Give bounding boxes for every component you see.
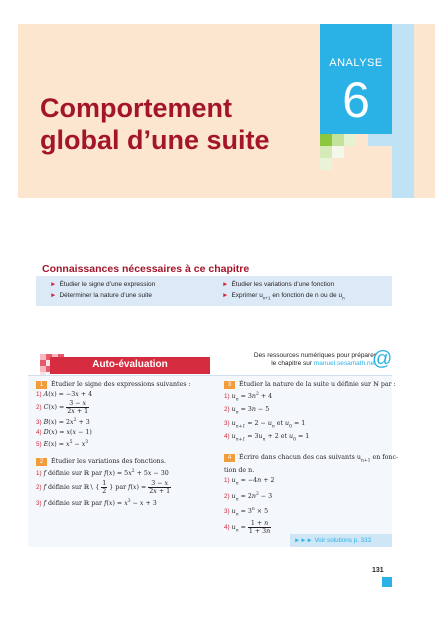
auto-eval-banner: Auto-évaluation [50, 357, 210, 374]
solutions-link[interactable]: ►►► Voir solutions p. 333 [290, 534, 392, 547]
exercise-4: 4 Écrire dans chacun des cas suivants $u_{n+1}$ en fonc- [224, 453, 392, 466]
triangle-bullet-icon: ► [50, 292, 57, 299]
triple-arrow-icon: ►►► [294, 537, 315, 544]
triangle-bullet-icon: ► [222, 281, 229, 288]
chapter-badge [320, 24, 392, 134]
prereq-item: ► Étudier les variations d’une fonction [222, 281, 335, 288]
exercise-1: 1 Étudier le signe des expressions suivantes : 1) A(x) = −3x + 4 2) C(x) = $\frac{3 - x}{2x + 1}$ 3) $B(x) = 2x^2 + 3$ 4) D(x) = x(x − 1) 5) $E(x) = x^5 - x^3$ 2 Étudier les variations des fonctions. 1) f définie sur ℝ par $f(x) = 5x^2 + 5x - 30$ 2) f définie sur ℝ∖ { $\frac{1}{2}$ } par f(x) = $\frac{3 - x}{2x + 1}$ 3) f définie sur ℝ par $f(x) = x^3 - x + 3$ [36, 381, 191, 508]
page-number: 131 [372, 567, 384, 574]
prereq-item: ► Exprimer $u_{n+1}$ en fonction de n ou de $u_n$ [222, 292, 345, 301]
resources-link[interactable]: manuel.sesamath.net [313, 360, 376, 367]
section-label: ANALYSE [329, 57, 383, 69]
triangle-bullet-icon: ► [50, 281, 57, 288]
prereq-item: ► Étudier le signe d’une expression [50, 281, 156, 288]
prerequisites-heading: Connaissances nécessaires à ce chapitre [42, 263, 250, 275]
prereq-item: ► Déterminer la nature d’une suite [50, 292, 152, 299]
chapter-title: Comportement global d’une suite [40, 93, 270, 155]
page-marker [382, 577, 392, 587]
chapter-side-bar [392, 24, 414, 198]
resources-note: Des ressources numériques pour préparer le chapitre sur manuel.sesamath.net [253, 352, 376, 367]
at-sign-icon: @ [372, 348, 393, 370]
exercise-3: 3 Étudier la nature de la suite u définie sur ℕ par : 1) $u_n = 3n^2 + 4$ 2) $u_n = 3n - 5$ 3) $u_{n+1} = 2 - u_n$ et $u_0 = 1$ 4) $u_{n+1} = 3u_n + 2$ et $u_0 = 1$ 4 Écrire dans chacun des cas suivants $u_{n+1}$ en fonc- tion de n. 1) $u_n = -4n + 2$ 2) $u_n = 2n^2 - 3$ 3) $u_n = 3^n \times 5$ 4) $u_n$ = $\frac{1 + n}{1 + 3n}$ [224, 381, 399, 536]
triangle-bullet-icon: ► [222, 292, 229, 299]
chapter-number: 6 [342, 72, 370, 128]
